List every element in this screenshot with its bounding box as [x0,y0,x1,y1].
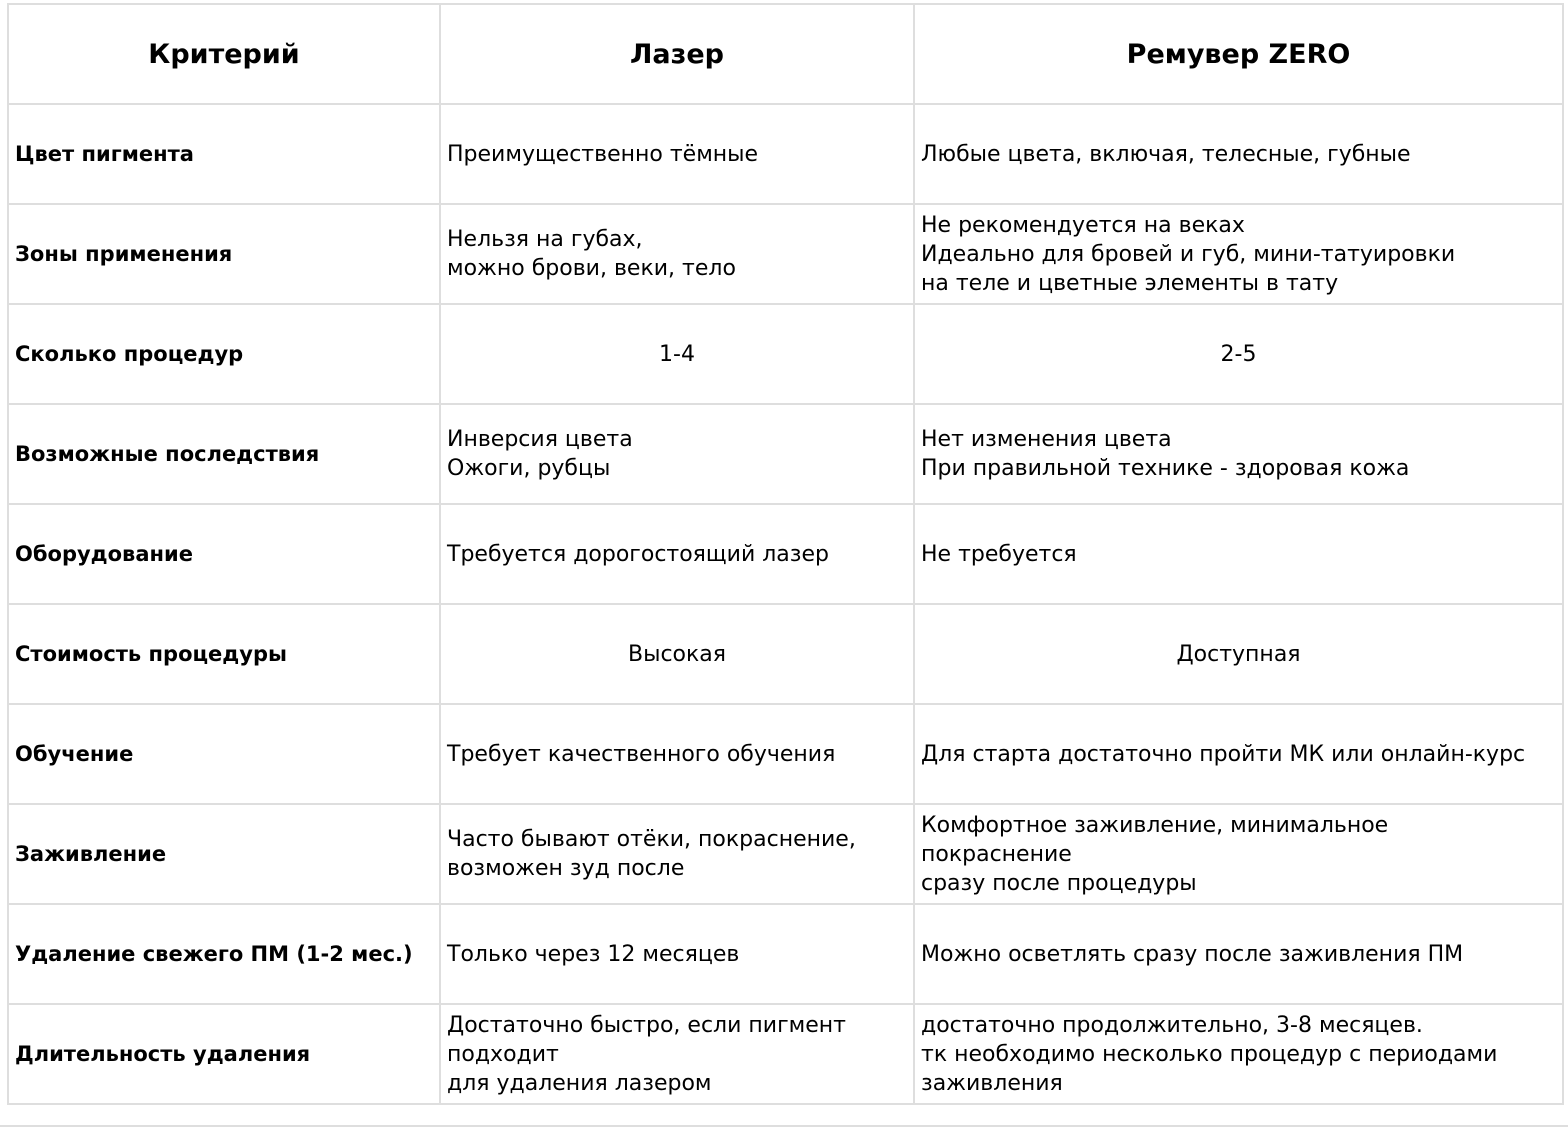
zero-cell[interactable]: Не рекомендуется на веках Идеально для бровей и губ, мини-татуировки на теле и цветные элементы в тату [914,204,1563,304]
laser-cell[interactable]: 1-4 [440,304,914,404]
table-row [8,704,1563,804]
table-row [8,204,1563,304]
criterion-cell[interactable]: Цвет пигмента [8,104,440,204]
laser-cell[interactable]: Требуется дорогостоящий лазер [440,504,914,604]
criterion-cell[interactable]: Заживление [8,804,440,904]
criterion-cell[interactable]: Удаление свежего ПМ (1-2 мес.) [8,904,440,1004]
criterion-cell[interactable]: Оборудование [8,504,440,604]
bottom-grid-line [0,1125,1568,1127]
laser-cell[interactable]: Требует качественного обучения [440,704,914,804]
laser-cell[interactable]: Только через 12 месяцев [440,904,914,1004]
header-criterion[interactable]: Критерий [8,4,440,104]
table-row [8,904,1563,1004]
criterion-cell[interactable]: Обучение [8,704,440,804]
laser-cell[interactable]: Нельзя на губах, можно брови, веки, тело [440,204,914,304]
laser-cell[interactable]: Высокая [440,604,914,704]
criterion-cell[interactable]: Сколько процедур [8,304,440,404]
criterion-cell[interactable]: Зоны применения [8,204,440,304]
laser-cell[interactable]: Достаточно быстро, если пигмент подходит для удаления лазером [440,1004,914,1104]
zero-cell[interactable]: Доступная [914,604,1563,704]
zero-cell[interactable]: Для старта достаточно пройти МК или онлайн-курс [914,704,1563,804]
criterion-cell[interactable]: Длительность удаления [8,1004,440,1104]
table-row [8,104,1563,204]
comparison-table [7,3,1564,1105]
header-remover-zero[interactable]: Ремувер ZERO [914,4,1563,104]
zero-cell[interactable]: Можно осветлять сразу после заживления ПМ [914,904,1563,1004]
laser-cell[interactable]: Часто бывают отёки, покраснение, возможен зуд после [440,804,914,904]
table-row [8,1004,1563,1104]
laser-cell[interactable]: Преимущественно тёмные [440,104,914,204]
zero-cell[interactable]: 2-5 [914,304,1563,404]
table-row [8,604,1563,704]
zero-cell[interactable]: достаточно продолжительно, 3-8 месяцев. тк необходимо несколько процедур с периодами заживления [914,1004,1563,1104]
header-row [8,4,1563,104]
sheet-left-margin [0,0,7,1130]
zero-cell[interactable]: Не требуется [914,504,1563,604]
table-row [8,404,1563,504]
zero-cell[interactable]: Комфортное заживление, минимальное покраснение сразу после процедуры [914,804,1563,904]
table-row [8,804,1563,904]
criterion-cell[interactable]: Возможные последствия [8,404,440,504]
zero-cell[interactable]: Нет изменения цвета При правильной технике - здоровая кожа [914,404,1563,504]
table-row [8,304,1563,404]
table-row [8,504,1563,604]
criterion-cell[interactable]: Стоимость процедуры [8,604,440,704]
laser-cell[interactable]: Инверсия цвета Ожоги, рубцы [440,404,914,504]
zero-cell[interactable]: Любые цвета, включая, телесные, губные [914,104,1563,204]
header-laser[interactable]: Лазер [440,4,914,104]
